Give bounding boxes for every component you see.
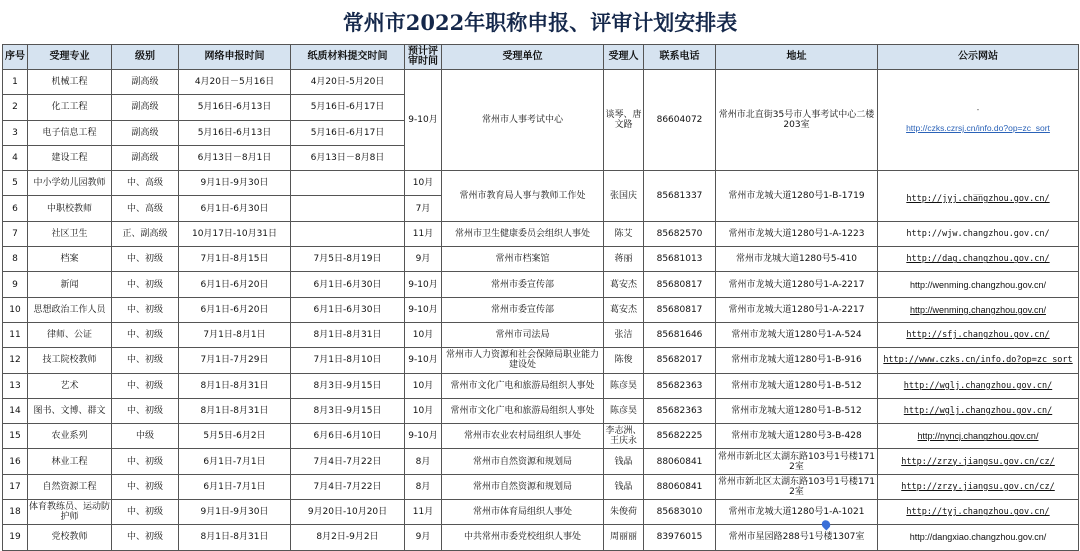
cell-website[interactable]: http://tyj.changzhou.gov.cn/ bbox=[878, 500, 1079, 525]
cell-online: 9月1日-9月30日 bbox=[179, 500, 291, 525]
cell-online: 9月1日-9月30日 bbox=[179, 171, 291, 196]
cell-level: 副高级 bbox=[112, 70, 179, 95]
cell-address: 常州市龙城大道1280号1-A-2217 bbox=[716, 297, 878, 322]
table-row bbox=[3, 500, 1079, 525]
table-row bbox=[3, 70, 1079, 95]
cell-level: 中、初级 bbox=[112, 449, 179, 474]
cell-phone: 85680817 bbox=[644, 272, 716, 297]
cell-paper: 7月5日-8月19日 bbox=[291, 247, 405, 272]
cell-major: 中职校教师 bbox=[28, 196, 112, 221]
header-review: 预计评审时间 bbox=[405, 45, 442, 70]
table-row bbox=[3, 525, 1079, 550]
cell-paper bbox=[291, 221, 405, 246]
table-row bbox=[3, 424, 1079, 449]
cell-person: 朱俊荷 bbox=[604, 500, 644, 525]
cell-paper: 8月3日-9月15日 bbox=[291, 398, 405, 423]
cell-address: 常州市龙城大道1280号1-B-512 bbox=[716, 373, 878, 398]
cell-paper: 6月6日-6月10日 bbox=[291, 424, 405, 449]
cell-no: 8 bbox=[3, 247, 28, 272]
cell-major: 建设工程 bbox=[28, 145, 112, 170]
cell-paper: 4月20日-5月20日 bbox=[291, 70, 405, 95]
cell-website[interactable]: http://www.czks.cn/info.do?op=zc_sort bbox=[878, 348, 1079, 373]
cell-major: 社区卫生 bbox=[28, 221, 112, 246]
cell-review: 11月 bbox=[405, 500, 442, 525]
cell-level: 中级 bbox=[112, 424, 179, 449]
cell-unit: 常州市文化广电和旅游局组织人事处 bbox=[442, 373, 604, 398]
cell-online: 7月1日-8月15日 bbox=[179, 247, 291, 272]
cell-online: 5月16日-6月13日 bbox=[179, 95, 291, 120]
cell-level: 中、初级 bbox=[112, 373, 179, 398]
website-link[interactable]: http://jyj.changzhou.gov.cn/ bbox=[906, 193, 1050, 204]
cell-unit: 中共常州市委党校组织人事处 bbox=[442, 525, 604, 550]
cell-major: 艺术 bbox=[28, 373, 112, 398]
cell-unit: 常州市卫生健康委员会组织人事处 bbox=[442, 221, 604, 246]
cell-review: 8月 bbox=[405, 449, 442, 474]
cell-phone: 85681013 bbox=[644, 247, 716, 272]
cell-unit: 常州市司法局 bbox=[442, 322, 604, 347]
cell-website[interactable]: http://wenming.changzhou.gov.cn/ bbox=[878, 297, 1079, 322]
cell-review: 9-10月 bbox=[405, 424, 442, 449]
header-address: 地址 bbox=[716, 45, 878, 70]
table-row bbox=[3, 322, 1079, 347]
cell-person: 陈俊 bbox=[604, 348, 644, 373]
cell-online: 10月17日-10月31日 bbox=[179, 221, 291, 246]
cell-review: 9-10月 bbox=[405, 348, 442, 373]
cell-unit: 常州市自然资源和规划局 bbox=[442, 474, 604, 499]
cell-person: 蒋丽 bbox=[604, 247, 644, 272]
cell-review: 9-10月 bbox=[405, 272, 442, 297]
cell-paper: 8月2日-9月2日 bbox=[291, 525, 405, 550]
cell-online: 4月20日－5月16日 bbox=[179, 70, 291, 95]
cell-major: 化工工程 bbox=[28, 95, 112, 120]
cell-major: 机械工程 bbox=[28, 70, 112, 95]
cell-person: 陈艾 bbox=[604, 221, 644, 246]
table-row bbox=[3, 348, 1079, 373]
header-online: 网络申报时间 bbox=[179, 45, 291, 70]
cell-paper: 7月4日-7月22日 bbox=[291, 474, 405, 499]
cell-review: 10月 bbox=[405, 322, 442, 347]
cell-review: 8月 bbox=[405, 474, 442, 499]
cell-website[interactable]: http://wjw.changzhou.gov.cn/ bbox=[878, 221, 1079, 246]
cell-review: 11月 bbox=[405, 221, 442, 246]
cell-major: 林业工程 bbox=[28, 449, 112, 474]
cell-person: 钱晶 bbox=[604, 449, 644, 474]
cell-no: 2 bbox=[3, 95, 28, 120]
cell-no: 9 bbox=[3, 272, 28, 297]
cell-online: 5月5日-6月2日 bbox=[179, 424, 291, 449]
cell-person: 钱晶 bbox=[604, 474, 644, 499]
cell-address: 常州市龙城大道1280号3-B-428 bbox=[716, 424, 878, 449]
cell-no: 3 bbox=[3, 120, 28, 145]
cell-phone: 85680817 bbox=[644, 297, 716, 322]
cell-address: 常州市龙城大道1280号1-B-1719 bbox=[716, 171, 878, 222]
cell-phone: 85682363 bbox=[644, 398, 716, 423]
cell-address: 常州市星园路288号1号楼1307室 bbox=[716, 525, 878, 550]
cell-no: 1 bbox=[3, 70, 28, 95]
cell-address: 常州市龙城大道1280号1-B-916 bbox=[716, 348, 878, 373]
dash-mark: - bbox=[976, 105, 980, 115]
cell-online: 6月13日－8月1日 bbox=[179, 145, 291, 170]
cell-major: 新闻 bbox=[28, 272, 112, 297]
cell-major: 自然资源工程 bbox=[28, 474, 112, 499]
cell-no: 19 bbox=[3, 525, 28, 550]
cell-phone: 85682017 bbox=[644, 348, 716, 373]
cell-major: 律师、公证 bbox=[28, 322, 112, 347]
cell-review: 9-10月 bbox=[405, 297, 442, 322]
cell-website[interactable]: http://dag.changzhou.gov.cn/ bbox=[878, 247, 1079, 272]
cell-address: 常州市新北区太湖东路103号1号楼1712室 bbox=[716, 449, 878, 474]
cell-online: 8月1日-8月31日 bbox=[179, 398, 291, 423]
cell-no: 4 bbox=[3, 145, 28, 170]
cell-level: 中、初级 bbox=[112, 247, 179, 272]
cell-paper: 6月13日－8月8日 bbox=[291, 145, 405, 170]
cell-level: 中、初级 bbox=[112, 348, 179, 373]
cell-paper: 7月4日-7月22日 bbox=[291, 449, 405, 474]
cell-phone: 86604072 bbox=[644, 70, 716, 171]
header-unit: 受理单位 bbox=[442, 45, 604, 70]
table-row bbox=[3, 171, 1079, 196]
cell-unit: 常州市文化广电和旅游局组织人事处 bbox=[442, 398, 604, 423]
cell-phone: 85681646 bbox=[644, 322, 716, 347]
cell-unit: 常州市自然资源和规划局 bbox=[442, 449, 604, 474]
cell-major: 思想政治工作人员 bbox=[28, 297, 112, 322]
cell-no: 12 bbox=[3, 348, 28, 373]
cell-address: 常州市龙城大道1280号1-A-524 bbox=[716, 322, 878, 347]
cell-website bbox=[878, 70, 1079, 171]
cell-major: 图书、文博、群文 bbox=[28, 398, 112, 423]
cell-website[interactable]: http://sfj.changzhou.gov.cn/ bbox=[878, 322, 1079, 347]
cell-phone: 85683010 bbox=[644, 500, 716, 525]
cell-address: 常州市龙城大道1280号5-410 bbox=[716, 247, 878, 272]
cell-paper: 6月1日-6月30日 bbox=[291, 272, 405, 297]
cell-website[interactable]: http://wglj.changzhou.gov.cn/ bbox=[878, 398, 1079, 423]
cell-online: 6月1日-7月1日 bbox=[179, 474, 291, 499]
cell-website[interactable]: http://zrzy.jiangsu.gov.cn/cz/ bbox=[878, 474, 1079, 499]
cell-paper bbox=[291, 171, 405, 196]
cell-level: 中、初级 bbox=[112, 272, 179, 297]
cell-review: 9-10月 bbox=[405, 70, 442, 171]
cell-unit: 常州市委宣传部 bbox=[442, 297, 604, 322]
cell-phone: 83976015 bbox=[644, 525, 716, 550]
cell-no: 15 bbox=[3, 424, 28, 449]
table-row bbox=[3, 373, 1079, 398]
cell-person: 张洁 bbox=[604, 322, 644, 347]
cell-major: 电子信息工程 bbox=[28, 120, 112, 145]
cell-website[interactable]: http://zrzy.jiangsu.gov.cn/cz/ bbox=[878, 449, 1079, 474]
cell-major: 农业系列 bbox=[28, 424, 112, 449]
cell-level: 中、高级 bbox=[112, 196, 179, 221]
table-row bbox=[3, 398, 1079, 423]
cell-person: 陈彦昊 bbox=[604, 398, 644, 423]
cell-major: 党校教师 bbox=[28, 525, 112, 550]
cell-level: 中、初级 bbox=[112, 474, 179, 499]
cell-no: 16 bbox=[3, 449, 28, 474]
cell-no: 13 bbox=[3, 373, 28, 398]
cell-unit: 常州市农业农村局组织人事处 bbox=[442, 424, 604, 449]
cell-address: 常州市新北区太湖东路103号1号楼1712室 bbox=[716, 474, 878, 499]
cell-paper: 7月1日-8月10日 bbox=[291, 348, 405, 373]
header-person: 受理人 bbox=[604, 45, 644, 70]
cell-level: 中、初级 bbox=[112, 297, 179, 322]
cell-phone: 85682570 bbox=[644, 221, 716, 246]
table-row bbox=[3, 449, 1079, 474]
cell-phone: 85682363 bbox=[644, 373, 716, 398]
table-row bbox=[3, 474, 1079, 499]
cell-unit: 常州市档案馆 bbox=[442, 247, 604, 272]
dash-mark: __ bbox=[973, 185, 983, 195]
cell-level: 中、初级 bbox=[112, 322, 179, 347]
table-row bbox=[3, 272, 1079, 297]
cell-person: 葛安杰 bbox=[604, 297, 644, 322]
website-link[interactable]: http://czks.czrsj.cn/info.do?op=zc_sort bbox=[906, 123, 1050, 134]
cell-person: 葛安杰 bbox=[604, 272, 644, 297]
cell-level: 副高级 bbox=[112, 120, 179, 145]
cell-online: 7月1日-7月29日 bbox=[179, 348, 291, 373]
schedule-table bbox=[2, 44, 1079, 551]
cell-online: 6月1日-7月1日 bbox=[179, 449, 291, 474]
header-major: 受理专业 bbox=[28, 45, 112, 70]
cell-phone: 88060841 bbox=[644, 449, 716, 474]
cell-level: 副高级 bbox=[112, 145, 179, 170]
header-phone: 联系电话 bbox=[644, 45, 716, 70]
cell-person: 周丽丽 bbox=[604, 525, 644, 550]
cell-level: 中、初级 bbox=[112, 525, 179, 550]
cell-review: 7月 bbox=[405, 196, 442, 221]
cell-person: 陈彦昊 bbox=[604, 373, 644, 398]
cell-phone: 85682225 bbox=[644, 424, 716, 449]
cell-person: 张国庆 bbox=[604, 171, 644, 222]
cell-paper: 5月16日-6月17日 bbox=[291, 120, 405, 145]
cell-unit: 常州市人事考试中心 bbox=[442, 70, 604, 171]
header-level: 级别 bbox=[112, 45, 179, 70]
header-no: 序号 bbox=[3, 45, 28, 70]
cell-phone: 88060841 bbox=[644, 474, 716, 499]
cell-level: 中、初级 bbox=[112, 500, 179, 525]
cell-no: 10 bbox=[3, 297, 28, 322]
table-row bbox=[3, 221, 1079, 246]
cell-phone: 85681337 bbox=[644, 171, 716, 222]
cell-no: 7 bbox=[3, 221, 28, 246]
cell-major: 档案 bbox=[28, 247, 112, 272]
cell-address: 常州市龙城大道1280号1-B-512 bbox=[716, 398, 878, 423]
cell-paper: 8月1日-8月31日 bbox=[291, 322, 405, 347]
header-paper: 纸质材料提交时间 bbox=[291, 45, 405, 70]
cell-website[interactable]: http://wenming.changzhou.gov.cn/ bbox=[878, 272, 1079, 297]
cell-unit: 常州市体育局组织人事处 bbox=[442, 500, 604, 525]
cell-online: 6月1日-6月20日 bbox=[179, 297, 291, 322]
cell-review: 9月 bbox=[405, 525, 442, 550]
page-title: 常州市2022年职称申报、评审计划安排表 bbox=[342, 10, 738, 35]
cell-address: 常州市龙城大道1280号1-A-1223 bbox=[716, 221, 878, 246]
cell-level: 正、副高级 bbox=[112, 221, 179, 246]
cell-major: 中小学幼儿园教师 bbox=[28, 171, 112, 196]
cell-address: 常州市北直街35号市人事考试中心二楼203室 bbox=[716, 70, 878, 171]
cell-unit: 常州市委宣传部 bbox=[442, 272, 604, 297]
table-row bbox=[3, 247, 1079, 272]
cell-major: 技工院校教师 bbox=[28, 348, 112, 373]
cell-person: 谈琴、唐文路 bbox=[604, 70, 644, 171]
cell-no: 11 bbox=[3, 322, 28, 347]
cell-review: 10月 bbox=[405, 171, 442, 196]
cell-online: 6月1日-6月20日 bbox=[179, 272, 291, 297]
cell-website bbox=[878, 171, 1079, 222]
cell-unit: 常州市教育局人事与教师工作处 bbox=[442, 171, 604, 222]
cell-online: 8月1日-8月31日 bbox=[179, 525, 291, 550]
cell-website[interactable]: http://dangxiao.changzhou.gov.cn/ bbox=[878, 525, 1079, 550]
cell-review: 10月 bbox=[405, 398, 442, 423]
cell-address: 常州市龙城大道1280号1-A-2217 bbox=[716, 272, 878, 297]
cell-online: 5月16日-6月13日 bbox=[179, 120, 291, 145]
cell-no: 5 bbox=[3, 171, 28, 196]
cell-paper: 8月3日-9月15日 bbox=[291, 373, 405, 398]
cell-review: 9月 bbox=[405, 247, 442, 272]
cell-no: 14 bbox=[3, 398, 28, 423]
cell-online: 6月1日-6月30日 bbox=[179, 196, 291, 221]
cell-person: 李志洲、王庆永 bbox=[604, 424, 644, 449]
cell-level: 中、高级 bbox=[112, 171, 179, 196]
cell-review: 10月 bbox=[405, 373, 442, 398]
cell-unit: 常州市人力资源和社会保障局职业能力建设处 bbox=[442, 348, 604, 373]
cell-no: 18 bbox=[3, 500, 28, 525]
cell-paper: 5月16日-6月17日 bbox=[291, 95, 405, 120]
cell-paper bbox=[291, 196, 405, 221]
cell-no: 6 bbox=[3, 196, 28, 221]
cell-paper: 6月1日-6月30日 bbox=[291, 297, 405, 322]
header-website: 公示网站 bbox=[878, 45, 1079, 70]
cell-paper: 9月20日-10月20日 bbox=[291, 500, 405, 525]
cell-website[interactable]: http://nyncj.changzhou.gov.cn/ bbox=[878, 424, 1079, 449]
table-row bbox=[3, 297, 1079, 322]
cell-no: 17 bbox=[3, 474, 28, 499]
cell-website[interactable]: http://wglj.changzhou.gov.cn/ bbox=[878, 373, 1079, 398]
header-row bbox=[3, 45, 1079, 70]
cell-online: 8月1日-8月31日 bbox=[179, 373, 291, 398]
cell-major: 体育教练员、运动防护师 bbox=[28, 500, 112, 525]
cell-level: 副高级 bbox=[112, 95, 179, 120]
cell-online: 7月1日-8月1日 bbox=[179, 322, 291, 347]
cell-address: 常州市龙城大道1280号1-A-1021 bbox=[716, 500, 878, 525]
cell-level: 中、初级 bbox=[112, 398, 179, 423]
